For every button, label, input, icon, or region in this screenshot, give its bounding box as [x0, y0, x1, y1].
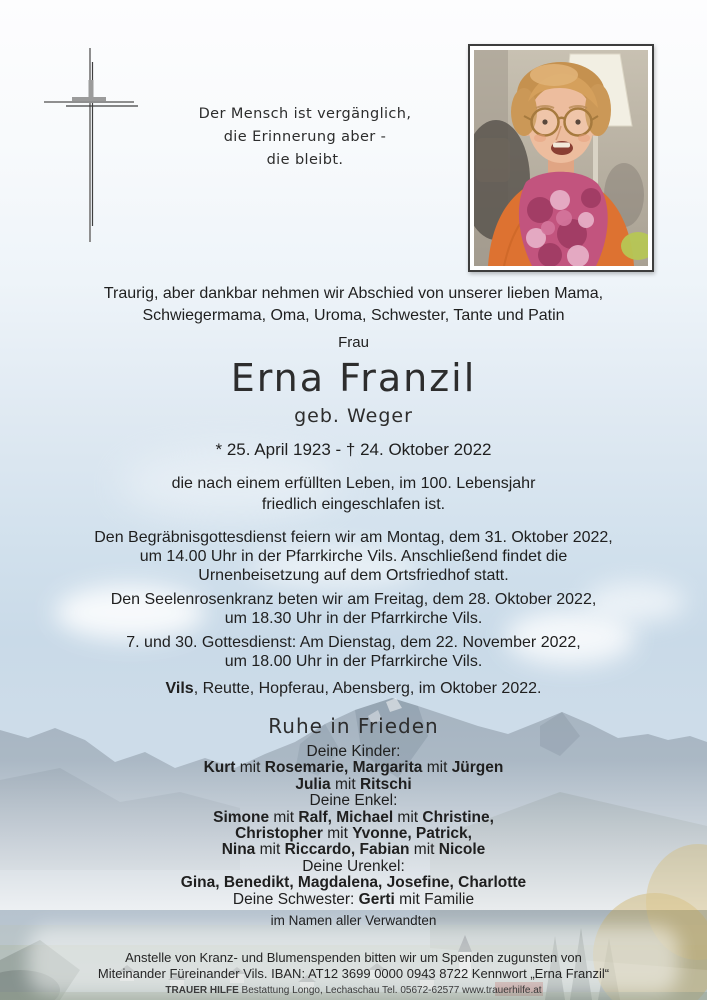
closing-line: im Namen aller Verwandten — [270, 913, 437, 929]
life-sentence-line: die nach einem erfüllten Leben, im 100. Lebensjahr — [171, 475, 536, 492]
service-line: um 18.00 Uhr in der Pfarrkirche Vils. — [224, 653, 483, 670]
life-sentence-line: friedlich eingeschlafen ist. — [261, 496, 446, 513]
service-line: um 14.00 Uhr in der Pfarrkirche Vils. Anschließend findet die — [139, 548, 568, 565]
deceased-name: Erna Franzil — [230, 356, 477, 400]
life-sentence — [0, 473, 707, 515]
birth-name: geb. Weger — [294, 405, 413, 427]
rosary-service — [0, 590, 707, 628]
family-line: Deine Kinder: — [306, 743, 401, 760]
donation-line: Anstelle von Kranz- und Blumenspenden bitten wir um Spenden zugunsten von — [125, 950, 582, 965]
memorial-service — [0, 633, 707, 671]
family-line: Julia mit Ritschi — [295, 775, 412, 793]
announcement-body — [0, 283, 707, 928]
quote-line: die bleibt. — [266, 152, 344, 168]
salutation: Frau — [338, 334, 369, 351]
intro-line: Traurig, aber dankbar nehmen wir Abschied von unserer lieben Mama, — [103, 285, 604, 302]
family-list — [0, 744, 707, 908]
service-line: Urnenbeisetzung auf dem Ortsfriedhof statt. — [198, 567, 509, 584]
service-line: 7. und 30. Gottesdienst: Am Dienstag, dem 22. November 2022, — [126, 634, 581, 651]
family-line: Deine Schwester: Gerti mit Familie — [232, 890, 475, 908]
life-dates: * 25. April 1923 - † 24. Oktober 2022 — [215, 440, 492, 459]
family-line: Kurt mit Rosemarie, Margarita mit Jürgen — [203, 759, 504, 777]
family-line: Gina, Benedikt, Magdalena, Josefine, Charlotte — [180, 874, 527, 892]
portrait-frame — [468, 44, 654, 272]
intro-line: Schwiegermama, Oma, Uroma, Schwester, Tante und Patin — [142, 306, 565, 324]
quote-line: Der Mensch ist vergänglich, — [198, 106, 412, 122]
quote-line: die Erinnerung aber - — [223, 129, 387, 145]
funeral-service — [0, 528, 707, 585]
family-line: Simone mit Ralf, Michael mit Christine, — [213, 808, 494, 826]
memorial-quote — [138, 103, 472, 172]
portrait-photo — [474, 50, 648, 266]
rest-in-peace-text: Ruhe in Frieden — [268, 714, 439, 738]
footer — [0, 950, 707, 997]
funeral-agency-line: TRAUER HILFE Bestattung Longo, Lechaschau Tel. 05672-62577 www.trauerhilfe.at — [165, 985, 542, 996]
family-line: Deine Urenkel: — [302, 857, 405, 875]
donation-line: Miteinander Füreinander Vils. IBAN: AT12 3699 0000 0943 8722 Kennwort „Erna Franzil“ — [97, 965, 610, 981]
service-line: Den Seelenrosenkranz beten wir am Freitag, dem 28. Oktober 2022, — [110, 591, 597, 608]
family-line: Nina mit Riccardo, Fabian mit Nicole — [221, 841, 486, 859]
family-line: Deine Enkel: — [309, 792, 398, 810]
service-line: um 18.30 Uhr in der Pfarrkirche Vils. — [224, 610, 483, 627]
service-line: Den Begräbnisgottesdienst feiern wir am Montag, dem 31. Oktober 2022, — [94, 529, 613, 546]
service-announcements — [0, 528, 707, 671]
location-date-line: Vils, Reutte, Hopferau, Abensberg, im Oktober 2022. — [165, 680, 542, 697]
intro-text — [0, 283, 707, 326]
family-line: Christopher mit Yvonne, Patrick, — [235, 825, 472, 843]
memorial-cross-icon — [40, 42, 144, 250]
